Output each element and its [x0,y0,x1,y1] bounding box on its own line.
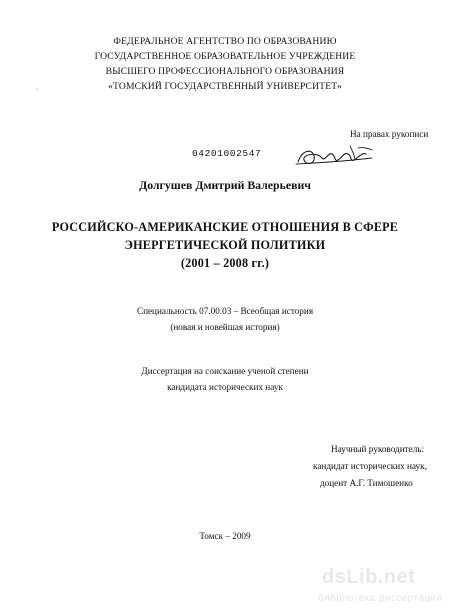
scan-speck [36,88,38,90]
dissertation-title-line1: РОССИЙСКО-АМЕРИКАНСКИЕ ОТНОШЕНИЯ В СФЕРЕ [51,220,399,234]
supervisor-label: Научный руководитель: [331,444,425,454]
catalog-code: 04201002547 [192,148,262,159]
dslib-watermark [318,566,450,614]
author-signature [292,140,376,172]
watermark-logo: dsLib.net [322,566,416,588]
agency-name: ФЕДЕРАЛЬНОЕ АГЕНТСТВО ПО ОБРАЗОВАНИЮ [113,36,337,47]
supervisor-name: доцент А.Г. Тимошенко [320,478,413,488]
manuscript-note: На правах рукописи [350,129,429,139]
degree-statement: Диссертация на соискание ученой степени [141,366,309,376]
institution-type: ГОСУДАРСТВЕННОЕ ОБРАЗОВАТЕЛЬНОЕ УЧРЕЖДЕНИЕ [94,51,356,62]
specialty-code: Специальность 07.00.03 – Всеобщая история [136,306,314,316]
supervisor-degree: кандидат исторических наук, [313,461,427,471]
university-name: «ТОМСКИЙ ГОСУДАРСТВЕННЫЙ УНИВЕРСИТЕТ» [108,81,342,92]
dissertation-title-years: (2001 – 2008 гг.) [180,256,270,270]
degree-name: кандидата исторических наук [167,382,283,392]
dissertation-title-line2: ЭНЕРГЕТИЧЕСКОЙ ПОЛИТИКИ [124,238,326,252]
specialty-field: (новая и новейшая история) [170,322,280,332]
institution-level: ВЫСШЕГО ПРОФЕССИОНАЛЬНОГО ОБРАЗОВАНИЯ [105,66,345,77]
author-name: Долгушев Дмитрий Валерьевич [139,178,311,192]
place-and-year: Томск – 2009 [199,531,251,541]
watermark-subtitle: библиотека диссертаций [318,593,443,604]
